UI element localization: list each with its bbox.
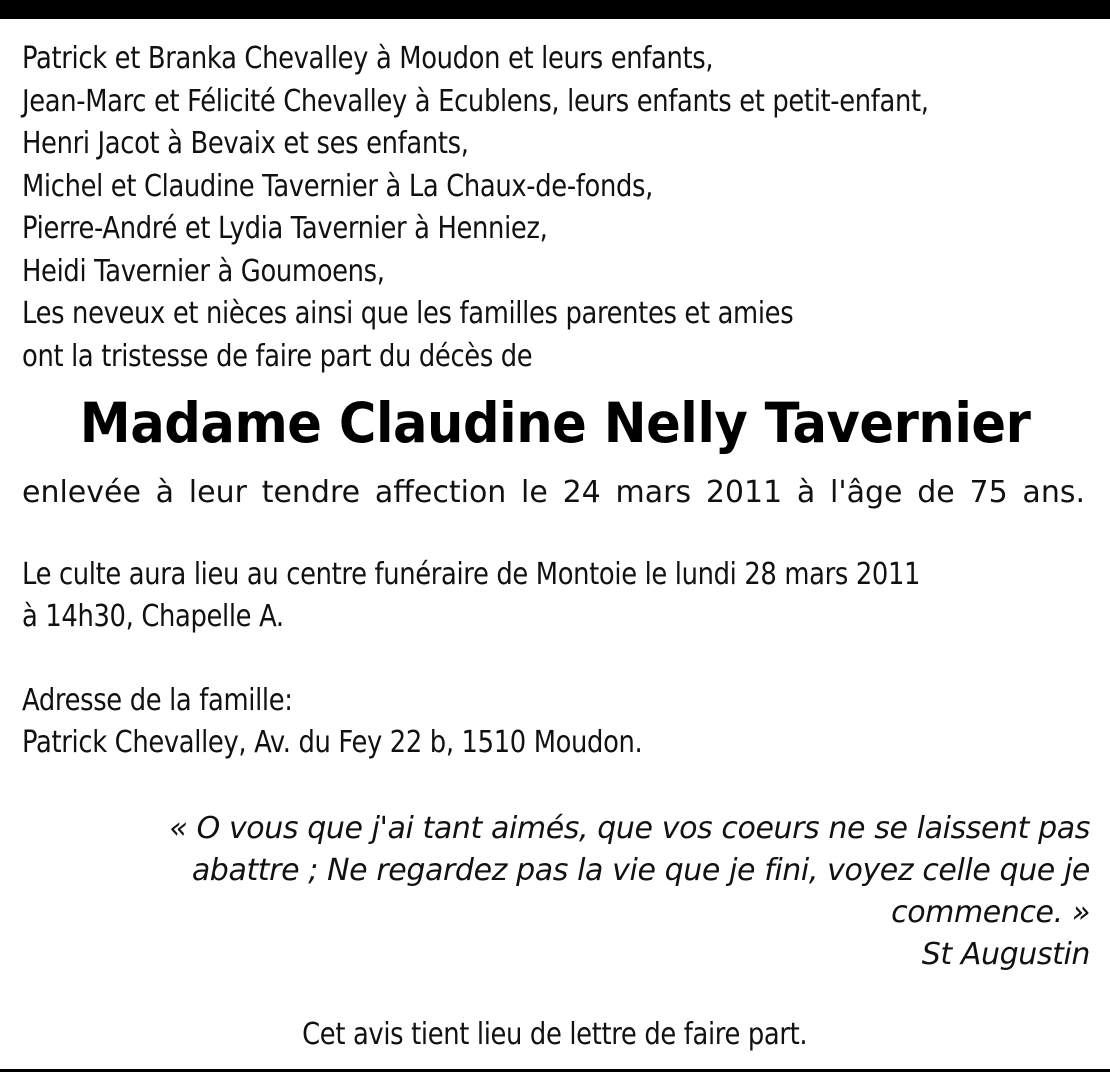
closing-note-text: Cet avis tient lieu de lettre de faire part. — [302, 1017, 808, 1052]
quote-line: abattre ; Ne regardez pas la vie que je fini, voyez celle que je — [191, 853, 1090, 888]
family-line: Les neveux et nièces ainsi que les familles parentes et amies — [22, 296, 794, 331]
quotation — [90, 808, 1090, 976]
family-line: Henri Jacot à Bevaix et ses enfants, — [22, 126, 469, 161]
family-line: Michel et Claudine Tavernier à La Chaux-de-fonds, — [22, 168, 653, 204]
quote-line: « O vous que j'ai tant aimés, que vos coeurs ne se laissent pas — [169, 811, 1090, 846]
deceased-name-text: Madame Claudine Nelly Tavernier — [79, 391, 1031, 455]
closing-note — [0, 1014, 1110, 1056]
deceased-name — [0, 388, 1110, 458]
top-border-rule — [0, 0, 1110, 19]
service-details — [22, 554, 951, 638]
service-line: Le culte aura lieu au centre funéraire de Montoie le lundi 28 mars 2011 — [22, 557, 921, 592]
quote-line: commence. » — [891, 895, 1090, 930]
death-notice-line: enlevée à leur tendre affection le 24 mars 2011 à l'âge de 75 ans. — [22, 475, 1085, 510]
family-address — [22, 680, 951, 764]
family-line: Jean-Marc et Félicité Chevalley à Ecublens, leurs enfants et petit-enfant, — [22, 83, 929, 119]
family-line: Heidi Tavernier à Goumoens, — [22, 253, 385, 289]
address-line: Adresse de la famille: — [22, 683, 293, 718]
family-line: ont la tristesse de faire part du décès de — [22, 338, 533, 374]
family-line: Patrick et Branka Chevalley à Moudon et leurs enfants, — [22, 41, 714, 76]
quote-attribution: St Augustin — [921, 937, 1090, 972]
bottom-border-rule — [0, 1069, 1110, 1072]
address-line: Patrick Chevalley, Av. du Fey 22 b, 1510 Moudon. — [22, 725, 643, 760]
family-announcement — [22, 38, 951, 378]
service-line: à 14h30, Chapelle A. — [22, 599, 284, 634]
family-line: Pierre-André et Lydia Tavernier à Henniez, — [22, 211, 548, 246]
